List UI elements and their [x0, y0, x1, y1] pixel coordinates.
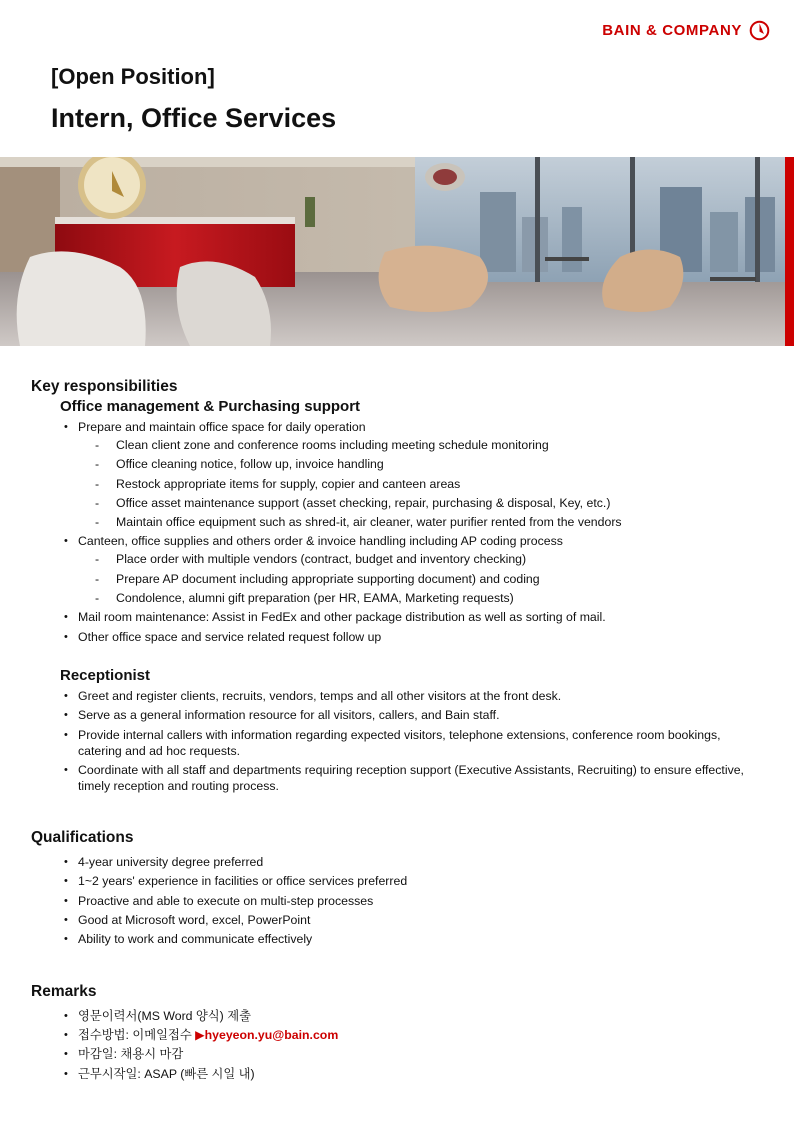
list-item — [64, 419, 761, 530]
list-item: • 근무시작일: ASAP (빠른 시일 내) — [64, 1066, 761, 1082]
receptionist-subheading: Receptionist — [60, 666, 151, 684]
remarks-list — [31, 1008, 761, 1082]
list-item: • 영문이력서(MS Word 양식) 제출 — [64, 1008, 761, 1024]
application-method-label: 접수방법: 이메일접수 — [78, 1027, 196, 1042]
sub-list-item: - Condolence, alumni gift preparation (per HR, EAMA, Marketing requests) — [95, 590, 761, 606]
list-item: • Greet and register clients, recruits, vendors, temps and all other visitors at the front desk. — [64, 688, 761, 704]
main-content — [31, 377, 761, 1085]
sub-list-item: - Place order with multiple vendors (contract, budget and inventory checking) — [95, 551, 761, 567]
office-duties-list — [31, 419, 761, 645]
open-position-label: [Open Position] — [51, 64, 215, 89]
sub-list-item: - Restock appropriate items for supply, copier and canteen areas — [95, 476, 761, 492]
office-management-subheading: Office management & Purchasing support — [60, 398, 361, 415]
list-item: • Serve as a general information resource for all visitors, callers, and Bain staff. — [64, 707, 761, 723]
list-item: • Proactive and able to execute on multi-step processes — [64, 893, 761, 909]
list-item — [64, 533, 761, 606]
list-item-text: Mail room maintenance: Assist in FedEx and other package distribution as well as sorting of mail. — [78, 610, 606, 625]
sub-list-item: - Office asset maintenance support (asset checking, repair, purchasing & disposal, Key, etc.) — [95, 495, 761, 511]
sub-list-item: - Clean client zone and conference rooms including meeting schedule monitoring — [95, 437, 761, 453]
list-item-text: Prepare and maintain office space for daily operation — [78, 420, 366, 434]
list-item: • 1~2 years' experience in facilities or office services preferred — [64, 873, 761, 889]
list-item — [64, 1027, 761, 1043]
list-item: • Good at Microsoft word, excel, PowerPoint — [64, 912, 761, 928]
list-item: • Ability to work and communicate effectively — [64, 931, 761, 947]
email-link[interactable]: ▶hyeyeon.yu@bain.com — [195, 1027, 339, 1042]
sub-list-item: - Office cleaning notice, follow up, invoice handling — [95, 456, 761, 472]
list-item: • 마감일: 채용시 마감 — [64, 1046, 761, 1062]
key-responsibilities-heading: Key responsibilities — [31, 378, 178, 395]
qualifications-list — [31, 854, 761, 947]
sub-list-item: - Prepare AP document including appropriate supporting document) and coding — [95, 571, 761, 587]
page-title: Intern, Office Services — [51, 103, 337, 133]
office-lobby-photo — [0, 157, 794, 346]
receptionist-duties-list — [31, 688, 761, 794]
bain-compass-icon — [749, 20, 770, 41]
list-item: • 4-year university degree preferred — [64, 854, 761, 870]
list-item-text: Other office space and service related request follow up — [78, 629, 382, 644]
list-item: • Provide internal callers with information regarding expected visitors, telephone extensions, conference room bookings, catering and ad hoc requests. — [64, 727, 761, 759]
remarks-heading: Remarks — [31, 982, 97, 1000]
list-item-text: Canteen, office supplies and others order & invoice handling including AP coding process — [78, 534, 563, 549]
sub-list — [78, 551, 761, 606]
list-item — [64, 629, 761, 645]
sub-list-item: - Maintain office equipment such as shred-it, air cleaner, water purifier rented from the vendors — [95, 514, 761, 530]
list-item — [64, 609, 761, 625]
list-item: • Coordinate with all staff and departments requiring reception support (Executive Assistants, Recruiting) to ensure effective, timely reception and routing process. — [64, 762, 761, 794]
brand-logo — [602, 20, 770, 41]
qualifications-heading: Qualifications — [31, 829, 134, 847]
brand-name: BAIN & COMPANY — [602, 22, 742, 39]
sub-list — [78, 437, 761, 530]
